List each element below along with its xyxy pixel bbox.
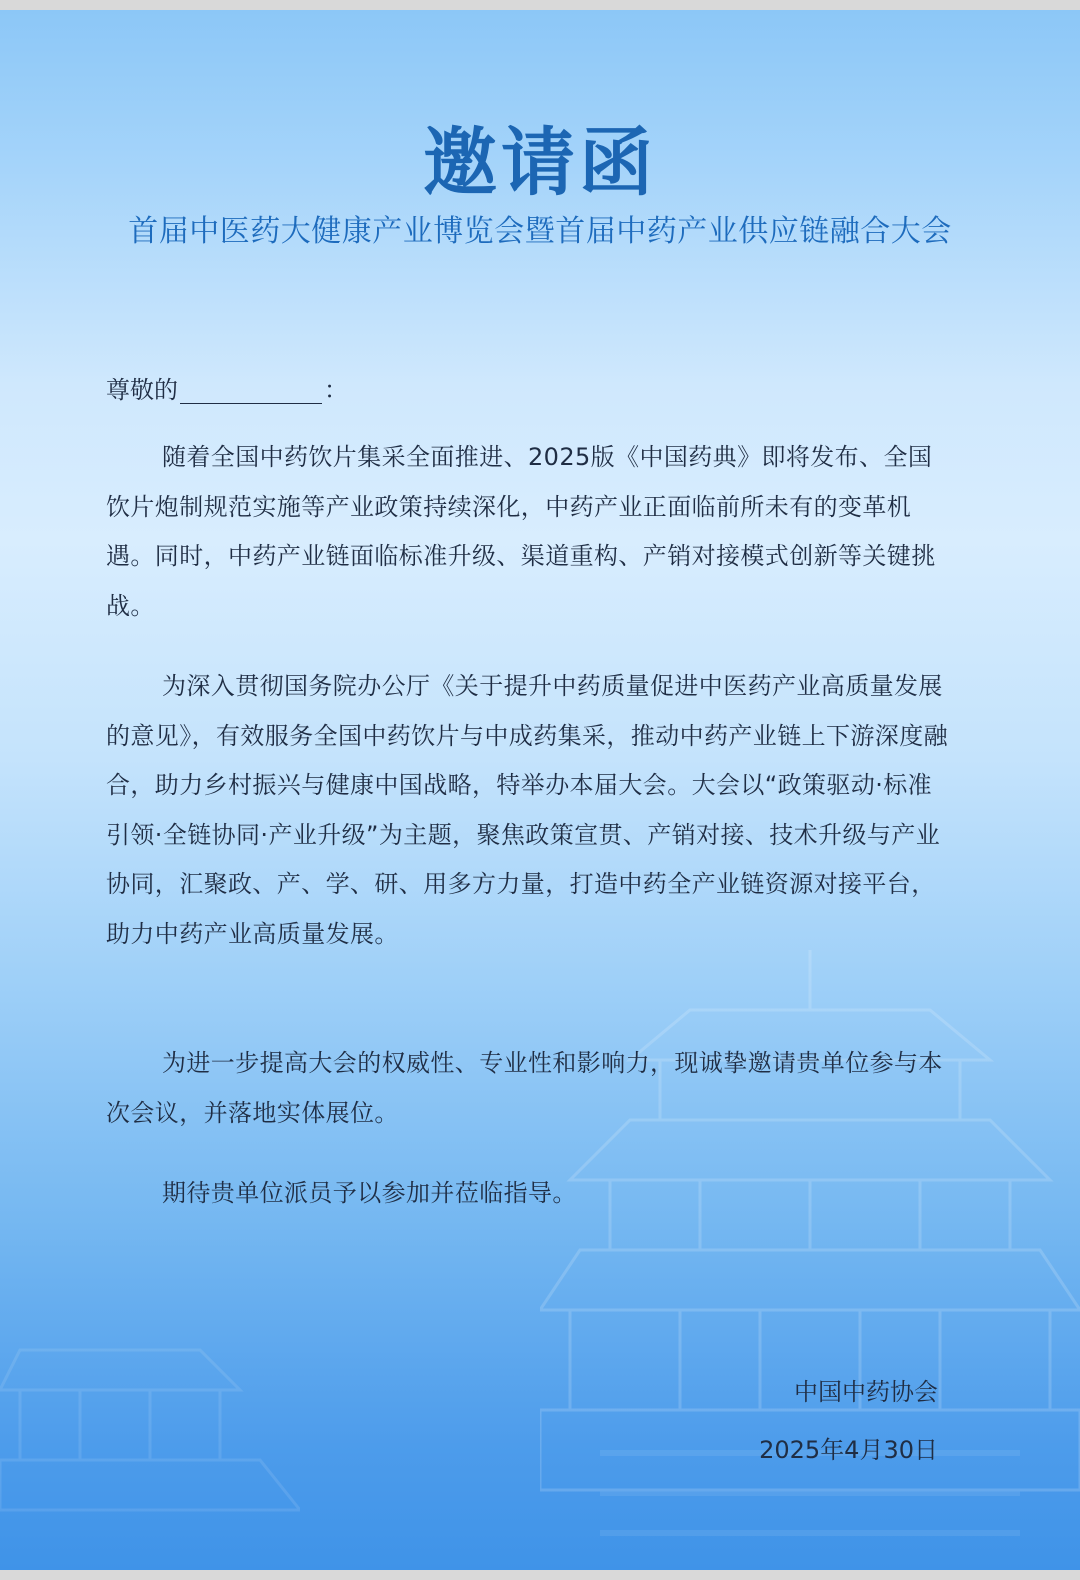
salutation	[106, 370, 348, 410]
body-paragraph-2: 为深入贯彻国务院办公厅《关于提升中药质量促进中医药产业高质量发展的意见》，有效服务全国中药饮片与中成药集采，推动中药产业链上下游深度融合，助力乡村振兴与健康中国战略，特举办本届大会。大会以“政策驱动·标准引领·全链协同·产业升级”为主题，聚焦政策宣贯、产销对接、技术升级与产业协同，汇聚政、产、学、研、用多方力量，打造中药全产业链资源对接平台，助力中药产业高质量发展。	[106, 672, 948, 948]
body-paragraph-3: 为进一步提高大会的权威性、专业性和影响力，现诚挚邀请贵单位参与本次会议，并落地实体展位。	[106, 1049, 943, 1127]
body-paragraph-1: 随着全国中药饮片集采全面推进、2025版《中国药典》即将发布、全国饮片炮制规范实施等产业政策持续深化，中药产业正面临前所未有的变革机遇。同时，中药产业链面临标准升级、渠道重构、产销对接模式创新等关键挑战。	[106, 443, 936, 620]
document-title: 邀请函	[423, 120, 657, 206]
invitation-sheet	[0, 10, 1080, 1570]
salutation-suffix: ：	[324, 376, 348, 404]
building-watermark-image	[0, 1290, 300, 1570]
signing-date: 2025年4月30日	[759, 1436, 938, 1464]
salutation-prefix: 尊敬的	[106, 376, 178, 404]
event-subtitle: 首届中医药大健康产业博览会暨首届中药产业供应链融合大会	[128, 214, 952, 249]
bottom-border	[0, 1570, 1080, 1580]
body-paragraph-4: 期待贵单位派员予以参加并莅临指导。	[162, 1179, 577, 1207]
signing-organization: 中国中药协会	[794, 1378, 938, 1406]
recipient-blank-line	[180, 373, 322, 404]
